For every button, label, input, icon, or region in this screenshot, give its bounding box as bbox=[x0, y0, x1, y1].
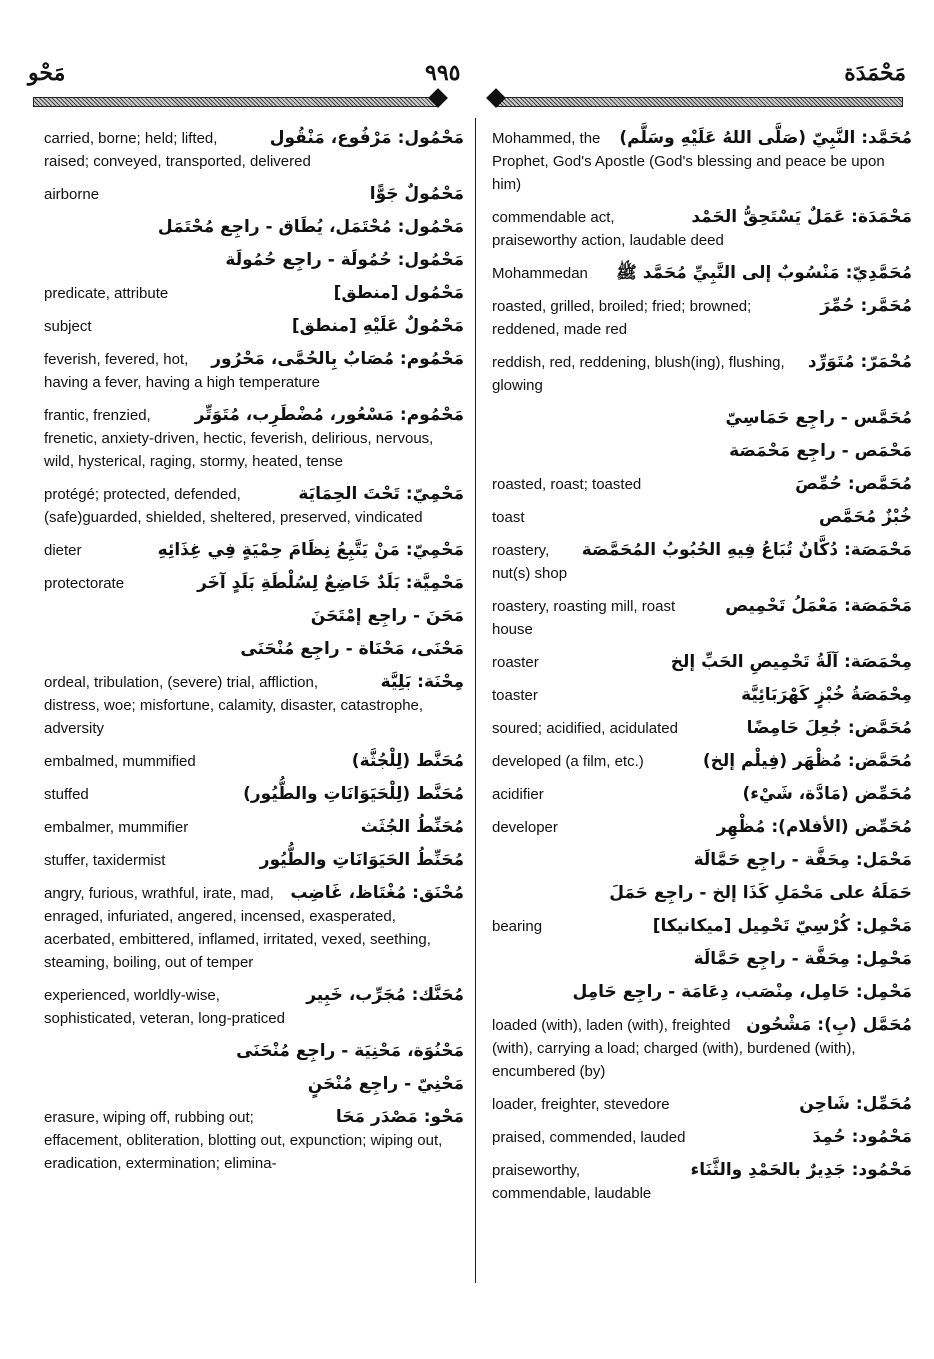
dictionary-entry bbox=[44, 404, 464, 473]
english-definition: feverish, fevered, hot, having a fever, having a high temperature bbox=[44, 351, 321, 391]
dictionary-entry bbox=[44, 282, 464, 305]
english-definition: embalmer, mummifier bbox=[44, 819, 189, 836]
english-definition: Mohammed, the Prophet, God's Apostle (God's blessing and peace be upon him) bbox=[492, 130, 885, 193]
english-definition: acidifier bbox=[492, 786, 544, 803]
dictionary-entry bbox=[492, 262, 912, 285]
arabic-headword: مَحْمَدَة: عَمَلٌ يَسْتَحِقُّ الحَمْد bbox=[691, 207, 912, 227]
english-definition: developer bbox=[492, 819, 558, 836]
arabic-headword: مُحَمَّض: مُظْهَر (فِيلْم إلخ) bbox=[702, 751, 912, 771]
dictionary-entry bbox=[492, 882, 912, 905]
english-definition: praiseworthy, commendable, laudable bbox=[492, 1162, 652, 1202]
arabic-headword: مَحْنَى، مَحْنَاة - راجِع مُنْحَنَى bbox=[240, 639, 464, 659]
arabic-headword: مَحْمُوم: مُصَابٌ بِالحُمَّى، مَحْرُور bbox=[211, 349, 464, 369]
dictionary-entry bbox=[44, 315, 464, 338]
guide-word-left: مَحْو bbox=[28, 60, 66, 86]
arabic-headword: خُبْزٌ مُحَمَّص bbox=[818, 507, 912, 527]
dictionary-entry bbox=[492, 1093, 912, 1116]
arabic-headword: مَحْمُول: حُمُولَة - راجِع حُمُولَة bbox=[225, 250, 464, 270]
english-definition: protégé; protected, defended, (safe)guarded, shielded, sheltered, preserved, vindicated bbox=[44, 486, 423, 526]
dictionary-entry bbox=[492, 651, 912, 674]
arabic-headword: مُحَمَّر: حُمِّرَ bbox=[820, 296, 912, 316]
english-definition: praised, commended, lauded bbox=[492, 1129, 686, 1146]
arabic-headword: مَحْنُوَة، مَحْنِيَة - راجِع مُنْحَنَى bbox=[236, 1041, 464, 1061]
arabic-headword: مُحَنِّطُ الحَيَوَانَاتِ والطُّيُور bbox=[259, 850, 464, 870]
arabic-headword: مُحَمَّس - راجِع حَمَاسِيّ bbox=[725, 408, 912, 428]
dictionary-entry bbox=[492, 407, 912, 430]
dictionary-entry bbox=[44, 1073, 464, 1096]
english-definition: stuffed bbox=[44, 786, 89, 803]
dictionary-entry bbox=[44, 539, 464, 562]
dictionary-entry bbox=[44, 638, 464, 661]
english-definition: roaster bbox=[492, 654, 539, 671]
dictionary-entry bbox=[492, 684, 912, 707]
arabic-headword: مُحَنَّط (لِلْجُثَّة) bbox=[351, 751, 464, 771]
english-definition: carried, borne; held; lifted, raised; conveyed, transported, delivered bbox=[44, 130, 311, 170]
right-column bbox=[492, 127, 912, 1215]
left-column bbox=[44, 127, 464, 1185]
english-definition: Mohammedan bbox=[492, 265, 588, 282]
english-definition: protectorate bbox=[44, 575, 125, 592]
arabic-headword: مَحْمِل: كُرْسِيّ تَحْمِيل [ميكانيكا] bbox=[652, 916, 912, 936]
arabic-headword: مَحْو: مَصْدَر مَحَا bbox=[335, 1107, 464, 1127]
english-definition: ordeal, tribulation, (severe) trial, affliction, distress, woe; misfortune, calamity, disaster, catastrophe, adversity bbox=[44, 674, 424, 737]
english-definition: dieter bbox=[44, 542, 82, 559]
english-definition: developed (a film, etc.) bbox=[492, 753, 644, 770]
english-definition: roastery, nut(s) shop bbox=[492, 542, 568, 582]
english-definition: reddish, red, reddening, blush(ing), flushing, glowing bbox=[492, 354, 785, 394]
dictionary-entry bbox=[492, 783, 912, 806]
arabic-headword: مَحَنَ - راجِع إمْتَحَنَ bbox=[310, 606, 464, 626]
arabic-headword: مُحْنَق: مُغْتَاظ، غَاضِب bbox=[290, 883, 464, 903]
arabic-headword: مُحَمِّض (الأفلام): مُظْهِر bbox=[716, 817, 912, 837]
arabic-headword: مَحْمُول [منطق] bbox=[333, 283, 464, 303]
dictionary-entry bbox=[492, 1014, 912, 1083]
english-definition: experienced, worldly-wise, sophisticated, veteran, long-praticed bbox=[44, 987, 285, 1027]
arabic-headword: مَحْمَصَة: مَعْمَلُ تَحْمِيص bbox=[725, 596, 912, 616]
dictionary-entry bbox=[44, 216, 464, 239]
dictionary-entry bbox=[492, 506, 912, 529]
arabic-headword: مِحْمَصَة: آلَةُ تَحْمِيصِ الحَبِّ إلخ bbox=[670, 652, 912, 672]
dictionary-entry bbox=[44, 605, 464, 628]
arabic-headword: مَحْمُولٌ جَوًّا bbox=[369, 184, 464, 204]
arabic-headword: مَحْنِيّ - راجِع مُنْحَنٍ bbox=[307, 1074, 464, 1094]
header-rule-right bbox=[497, 95, 903, 107]
arabic-headword: مُحْمَرّ: مُتَوَرِّد bbox=[807, 352, 912, 372]
arabic-headword: مَحْمِل: مِحَفَّة - راجِع حَمَّالَة bbox=[693, 949, 912, 969]
english-definition: frantic, frenzied, frenetic, anxiety-driven, hectic, feverish, delirious, nervous, wild, hysterical, raging, stormy, heated, tense bbox=[44, 407, 434, 470]
arabic-headword: مَحْمُولٌ عَلَيْهِ [منطق] bbox=[291, 316, 464, 336]
dictionary-entry bbox=[44, 483, 464, 529]
dictionary-entry bbox=[492, 206, 912, 252]
dictionary-entry bbox=[492, 595, 912, 641]
arabic-headword: مَحْمُود: حُمِدَ bbox=[812, 1127, 912, 1147]
english-definition: roasted, roast; toasted bbox=[492, 476, 642, 493]
arabic-headword: مُحَنَّط (لِلْحَيَوَانَاتِ والطُّيُور) bbox=[243, 784, 464, 804]
arabic-headword: مُحَنَّك: مُجَرِّب، خَبِير bbox=[306, 985, 464, 1005]
dictionary-entry bbox=[492, 915, 912, 938]
dictionary-entry bbox=[44, 1106, 464, 1175]
dictionary-entry bbox=[44, 882, 464, 974]
dictionary-entry bbox=[44, 984, 464, 1030]
arabic-headword: مَحْمُول: مَرْفُوع، مَنْقُول bbox=[269, 128, 464, 148]
header-rule-left bbox=[33, 95, 437, 107]
english-definition: loaded (with), laden (with), freighted (with), carrying a load; charged (with), burdened (with), encumbered (by) bbox=[492, 1017, 856, 1080]
dictionary-entry bbox=[44, 671, 464, 740]
arabic-headword: مَحْمَص - راجِع مَحْمَصَة bbox=[729, 441, 912, 461]
dictionary-entry bbox=[44, 127, 464, 173]
english-definition: embalmed, mummified bbox=[44, 753, 196, 770]
english-definition: bearing bbox=[492, 918, 543, 935]
dictionary-entry bbox=[492, 539, 912, 585]
english-definition: loader, freighter, stevedore bbox=[492, 1096, 670, 1113]
arabic-headword: مَحْمِيّ: مَنْ يَتَّبِعُ نِظَامَ حِمْيَةٍ فِي غِذَائِهِ bbox=[157, 540, 464, 560]
english-definition: roasted, grilled, broiled; fried; browned; reddened, made red bbox=[492, 298, 752, 338]
dictionary-entry bbox=[44, 183, 464, 206]
english-definition: angry, furious, wrathful, irate, mad, enraged, infuriated, angered, incensed, exasperated, acerbated, embittered, inflamed, irritated, vexed, seething, steaming, boiling, out of temper bbox=[44, 885, 431, 971]
arabic-headword: مَحْمَصَة: دُكَّانٌ تُبَاعُ فِيهِ الحُبُوبُ المُحَمَّصَة bbox=[581, 540, 912, 560]
arabic-headword: مُحَمَّل (بِ): مَشْحُون bbox=[746, 1015, 912, 1035]
arabic-headword: مُحَمِّض (مَادَّة، شَيْء) bbox=[742, 784, 912, 804]
english-definition: toast bbox=[492, 509, 525, 526]
arabic-headword: مُحَمِّل: شَاحِن bbox=[799, 1094, 912, 1114]
dictionary-entry bbox=[492, 440, 912, 463]
dictionary-entry bbox=[44, 849, 464, 872]
english-definition: predicate, attribute bbox=[44, 285, 169, 302]
arabic-headword: مُحَمَّد: النَّبِيّ (صَلَّى اللهُ عَلَيْهِ وسَلَّم) bbox=[619, 128, 912, 148]
arabic-headword: مِحْنَة: بَلِيَّة bbox=[380, 672, 464, 692]
arabic-headword: مَحْمِيَّة: بَلَدٌ خَاضِعٌ لِسُلْطَةِ بَلَدٍ آخَر bbox=[197, 573, 464, 593]
arabic-headword: مَحْمُوم: مَسْعُور، مُضْطَرِب، مُتَوَتِّر bbox=[194, 405, 464, 425]
arabic-headword: مَحْمِيّ: تَحْتَ الحِمَايَة bbox=[298, 484, 464, 504]
dictionary-entry bbox=[492, 717, 912, 740]
dictionary-entry bbox=[492, 981, 912, 1004]
arabic-headword: مِحْمَصَةُ خُبْزٍ كَهْرَبَائِيَّة bbox=[741, 685, 912, 705]
english-definition: roastery, roasting mill, roast house bbox=[492, 598, 676, 638]
arabic-headword: مَحْمُود: جَدِيرٌ بالحَمْدِ والثَّنَاء bbox=[690, 1160, 912, 1180]
arabic-headword: مُحَنِّطُ الجُثَث bbox=[360, 817, 464, 837]
dictionary-entry bbox=[44, 348, 464, 394]
dictionary-entry bbox=[492, 750, 912, 773]
arabic-headword: مُحَمَّص: حُمِّصَ bbox=[795, 474, 912, 494]
english-definition: subject bbox=[44, 318, 92, 335]
dictionary-entry bbox=[492, 127, 912, 196]
dictionary-entry bbox=[492, 1159, 912, 1205]
english-definition: erasure, wiping off, rubbing out; effacement, obliteration, blotting out, expunction; wiping out, eradication, extermination; elimina- bbox=[44, 1109, 443, 1172]
arabic-headword: مَحْمُول: مُحْتَمَل، يُطَاق - راجِع مُحْتَمَل bbox=[157, 217, 464, 237]
english-definition: stuffer, taxidermist bbox=[44, 852, 166, 869]
dictionary-entry bbox=[492, 948, 912, 971]
arabic-headword: حَمَلَهُ على مَحْمَلِ كَذَا إلخ - راجِع حَمَلَ bbox=[609, 883, 912, 903]
arabic-headword: مَحْمِل: حَامِل، مِنْصَب، دِعَامَة - راجِع حَامِل bbox=[572, 982, 912, 1002]
dictionary-entry bbox=[492, 849, 912, 872]
arabic-headword: مُحَمَّدِيّ: مَنْسُوبٌ إلى النَّبِيِّ مُحَمَّد ﷺ bbox=[616, 263, 912, 283]
page-number: ٩٩٥ bbox=[425, 60, 461, 86]
dictionary-entry bbox=[44, 249, 464, 272]
english-definition: toaster bbox=[492, 687, 538, 704]
english-definition: airborne bbox=[44, 186, 100, 203]
dictionary-entry bbox=[492, 816, 912, 839]
english-definition: commendable act, praiseworthy action, laudable deed bbox=[492, 209, 724, 249]
arabic-headword: مُحَمَّض: جُعِلَ حَامِضًا bbox=[746, 718, 912, 738]
english-definition: soured; acidified, acidulated bbox=[492, 720, 678, 737]
guide-word-right: مَحْمَدَة bbox=[844, 60, 906, 86]
dictionary-entry bbox=[44, 783, 464, 806]
dictionary-entry bbox=[44, 1040, 464, 1063]
dictionary-entry bbox=[492, 1126, 912, 1149]
dictionary-entry bbox=[44, 572, 464, 595]
arabic-headword: مَحْمَل: مِحَفَّة - راجِع حَمَّالَة bbox=[693, 850, 912, 870]
column-divider bbox=[475, 118, 476, 1283]
dictionary-entry bbox=[492, 351, 912, 397]
dictionary-entry bbox=[44, 816, 464, 839]
dictionary-entry bbox=[492, 295, 912, 341]
dictionary-entry bbox=[492, 473, 912, 496]
dictionary-entry bbox=[44, 750, 464, 773]
